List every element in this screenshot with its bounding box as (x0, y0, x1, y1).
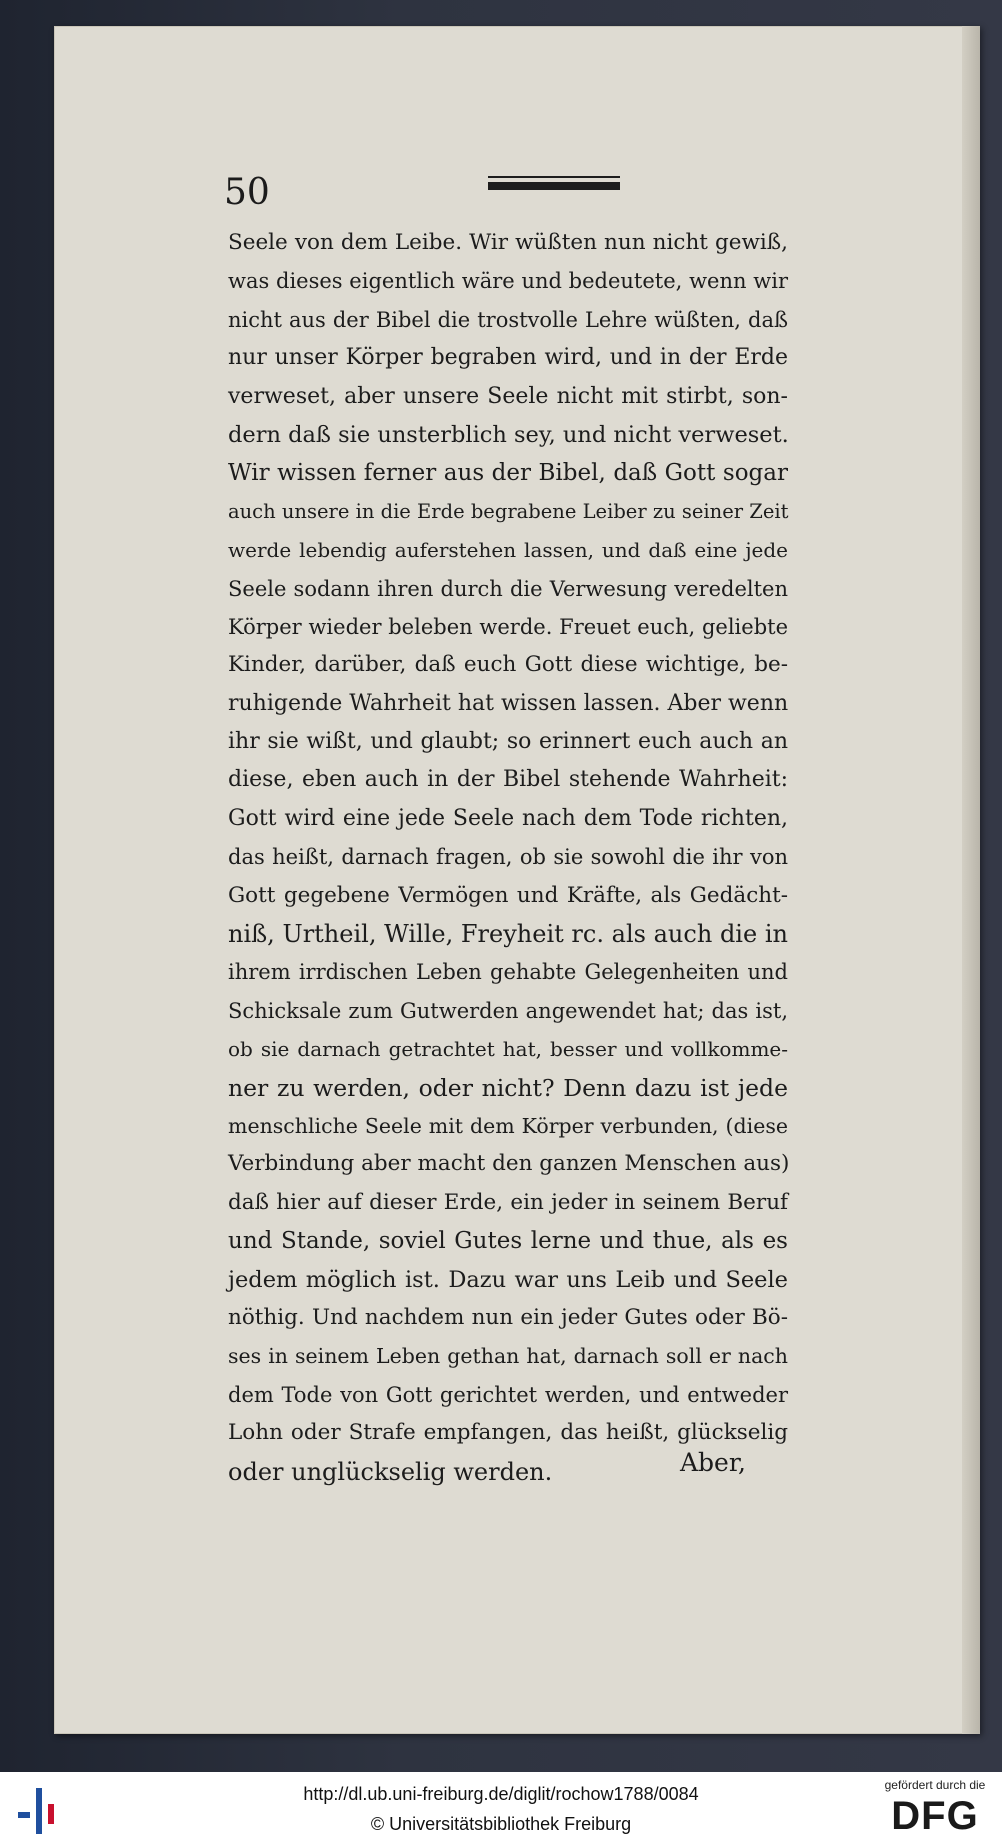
text-line: Verbindung aber macht den ganzen Menschen aus) (228, 1151, 790, 1177)
text-line: Wir wissen ferner aus der Bibel, daß Gott sogar (228, 460, 788, 487)
text-line: oder unglückselig werden. (228, 1457, 553, 1486)
text-line: ihr sie wißt, und glaubt; so erinnert euch auch an (228, 729, 788, 755)
text-line: und Stande, soviel Gutes lerne und thue, als es (228, 1228, 788, 1255)
page-edge (962, 26, 980, 1734)
ornament-thin-rule (488, 176, 620, 178)
text-line: nöthig. Und nachdem nun ein jeder Gutes oder Bö- (228, 1304, 788, 1330)
text-line: dem Tode von Gott gerichtet werden, und entweder (228, 1382, 788, 1407)
text-line: Körper wieder beleben werde. Freuet euch, geliebte (228, 614, 788, 639)
body-text (228, 224, 788, 1491)
text-line: ruhigende Wahrheit hat wissen lassen. Aber wenn (228, 690, 789, 716)
viewer-footer (0, 1772, 1002, 1844)
dfg-logo: DFG (891, 1794, 979, 1838)
text-line: Gott wird eine jede Seele nach dem Tode richten, (228, 805, 788, 831)
text-line: dern daß sie unsterblich sey, und nicht verweset. (228, 421, 789, 448)
text-line: nicht aus der Bibel die trostvolle Lehre wüßten, daß (228, 307, 788, 332)
dfg-caption: gefördert durch die (884, 1778, 986, 1792)
text-line: Seele von dem Leibe. Wir wüßten nun nicht gewiß, (228, 230, 788, 255)
text-line: daß hier auf dieser Erde, ein jeder in seinem Beruf (228, 1189, 788, 1215)
text-line: Lohn oder Strafe empfangen, das heißt, glückselig (228, 1420, 788, 1446)
text-line: menschliche Seele mit dem Körper verbunden, (diese (228, 1113, 788, 1138)
text-line: verweset, aber unsere Seele nicht mit stirbt, son- (228, 383, 788, 409)
catchword: Aber, (679, 1448, 746, 1477)
text-line: Schicksale zum Gutwerden angewendet hat; das ist, (228, 998, 788, 1023)
text-line: werde lebendig auferstehen lassen, und daß eine jede (228, 538, 788, 563)
text-line: Kinder, darüber, daß euch Gott diese wichtige, be- (228, 652, 788, 678)
text-line: niß, Urtheil, Wille, Freyheit rc. als auch die in (228, 920, 788, 949)
copyright-notice: © Universitätsbibliothek Freiburg (370, 1814, 632, 1834)
permalink-url[interactable]: http://dl.ub.uni-freiburg.de/diglit/rochow1788/0084 (303, 1784, 699, 1804)
text-line: jedem möglich ist. Dazu war uns Leib und Seele (228, 1266, 788, 1293)
header-ornament-rule (488, 176, 620, 196)
text-line: ihrem irrdischen Leben gehabte Gelegenheiten und (228, 960, 788, 985)
ornament-thick-rule (488, 182, 620, 190)
text-line: das heißt, darnach fragen, ob sie sowohl die ihr von (228, 845, 788, 870)
text-line: ob sie darnach getrachtet hat, besser und vollkomme- (228, 1037, 788, 1062)
text-line: Seele sodann ihren durch die Verwesung veredelten (228, 576, 788, 601)
page-number: 50 (224, 172, 270, 213)
text-line: nur unser Körper begraben wird, und in der Erde (228, 345, 788, 371)
text-line: auch unsere in die Erde begrabene Leiber zu seiner Zeit (228, 499, 789, 523)
text-line: diese, eben auch in der Bibel stehende Wahrheit: (228, 767, 788, 793)
text-line: ner zu werden, oder nicht? Denn dazu ist jede (228, 1073, 788, 1102)
text-line: Gott gegebene Vermögen und Kräfte, als Gedächt- (228, 882, 788, 908)
text-line: ses in seinem Leben gethan hat, darnach soll er nach (228, 1344, 788, 1369)
text-line: was dieses eigentlich wäre und bedeutete, wenn wir (228, 269, 788, 294)
